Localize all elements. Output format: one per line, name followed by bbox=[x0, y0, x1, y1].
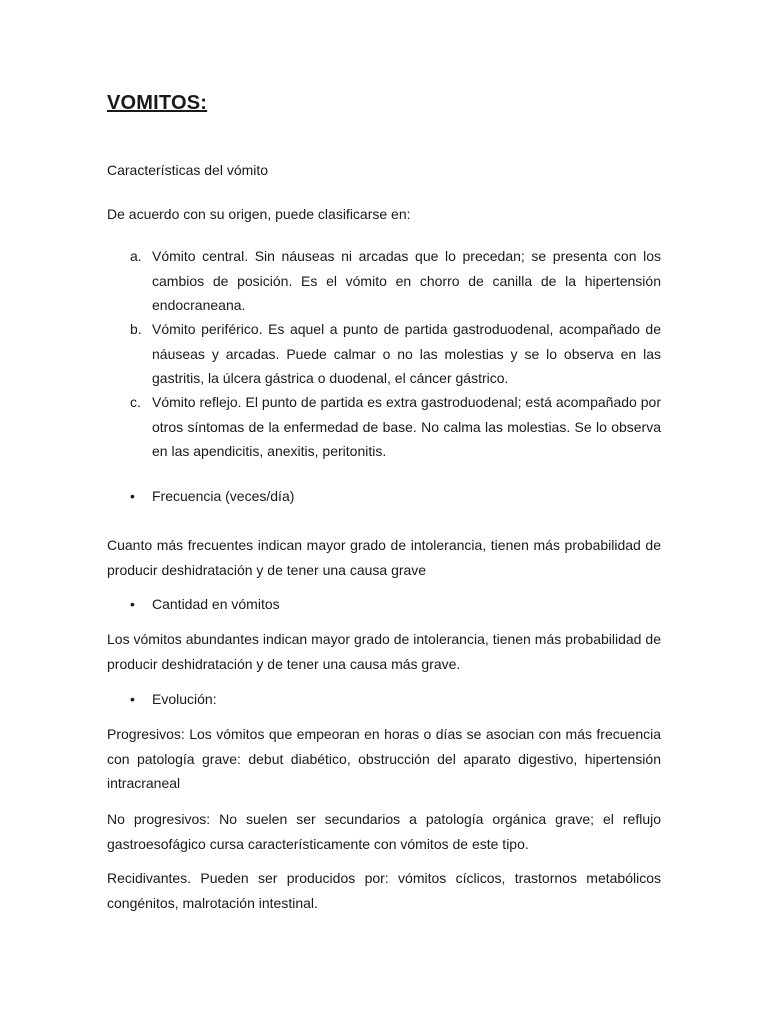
list-item-b bbox=[130, 317, 661, 391]
page-title: VOMITOS: bbox=[107, 92, 208, 114]
bullet-quantity bbox=[130, 592, 280, 617]
bullet-label: Frecuencia (veces/día) bbox=[152, 488, 295, 504]
list-item-text: Vómito reflejo. El punto de partida es extra gastroduodenal; está acompañado por otros síntomas de la enfermedad de base. No calma las molestias. Se lo observa en las apendicitis, anexitis, peritonitis. bbox=[152, 394, 661, 459]
list-item-text: Vómito periférico. Es aquel a punto de partida gastroduodenal, acompañado de náuseas y arcadas. Puede calmar o no las molestias y se lo observa en las gastritis, la úlcera gástrica o duodenal, el cáncer gástrico. bbox=[152, 321, 661, 386]
bullet-icon: • bbox=[130, 691, 135, 707]
bullet-frequency bbox=[130, 484, 294, 509]
bullet-label: Evolución: bbox=[152, 691, 217, 707]
frequency-paragraph: Cuanto más frecuentes indican mayor grado de intolerancia, tienen más probabilidad de producir deshidratación y de tener una causa grave bbox=[107, 537, 661, 578]
list-item-c bbox=[130, 390, 661, 464]
non-progressive-paragraph: No progresivos: No suelen ser secundarios a patología orgánica grave; el reflujo gastroesofágico cursa característicamente con vómitos de este tipo. bbox=[107, 811, 661, 852]
intro-paragraph: De acuerdo con su origen, puede clasificarse en: bbox=[107, 206, 411, 222]
bullet-icon: • bbox=[130, 488, 135, 504]
bullet-icon: • bbox=[130, 596, 135, 612]
bullet-label: Cantidad en vómitos bbox=[152, 596, 280, 612]
recurrent-paragraph: Recidivantes. Pueden ser producidos por: vómitos cíclicos, trastornos metabólicos congénitos, malrotación intestinal. bbox=[107, 870, 661, 911]
list-item-text: Vómito central. Sin náuseas ni arcadas que lo precedan; se presenta con los cambios de posición. Es el vómito en chorro de canilla de la hipertensión endocraneana. bbox=[152, 248, 661, 313]
list-marker: a. bbox=[130, 248, 142, 264]
section-subtitle: Características del vómito bbox=[107, 162, 269, 178]
list-item-a bbox=[130, 244, 661, 318]
list-marker: b. bbox=[130, 321, 142, 337]
bullet-evolution bbox=[130, 687, 217, 712]
list-marker: c. bbox=[130, 394, 141, 410]
quantity-paragraph: Los vómitos abundantes indican mayor grado de intolerancia, tienen más probabilidad de producir deshidratación y de tener una causa más grave. bbox=[107, 631, 661, 672]
progressive-paragraph: Progresivos: Los vómitos que empeoran en horas o días se asocian con más frecuencia con patología grave: debut diabético, obstrucción del aparato digestivo, hipertensión intracraneal bbox=[107, 726, 661, 791]
